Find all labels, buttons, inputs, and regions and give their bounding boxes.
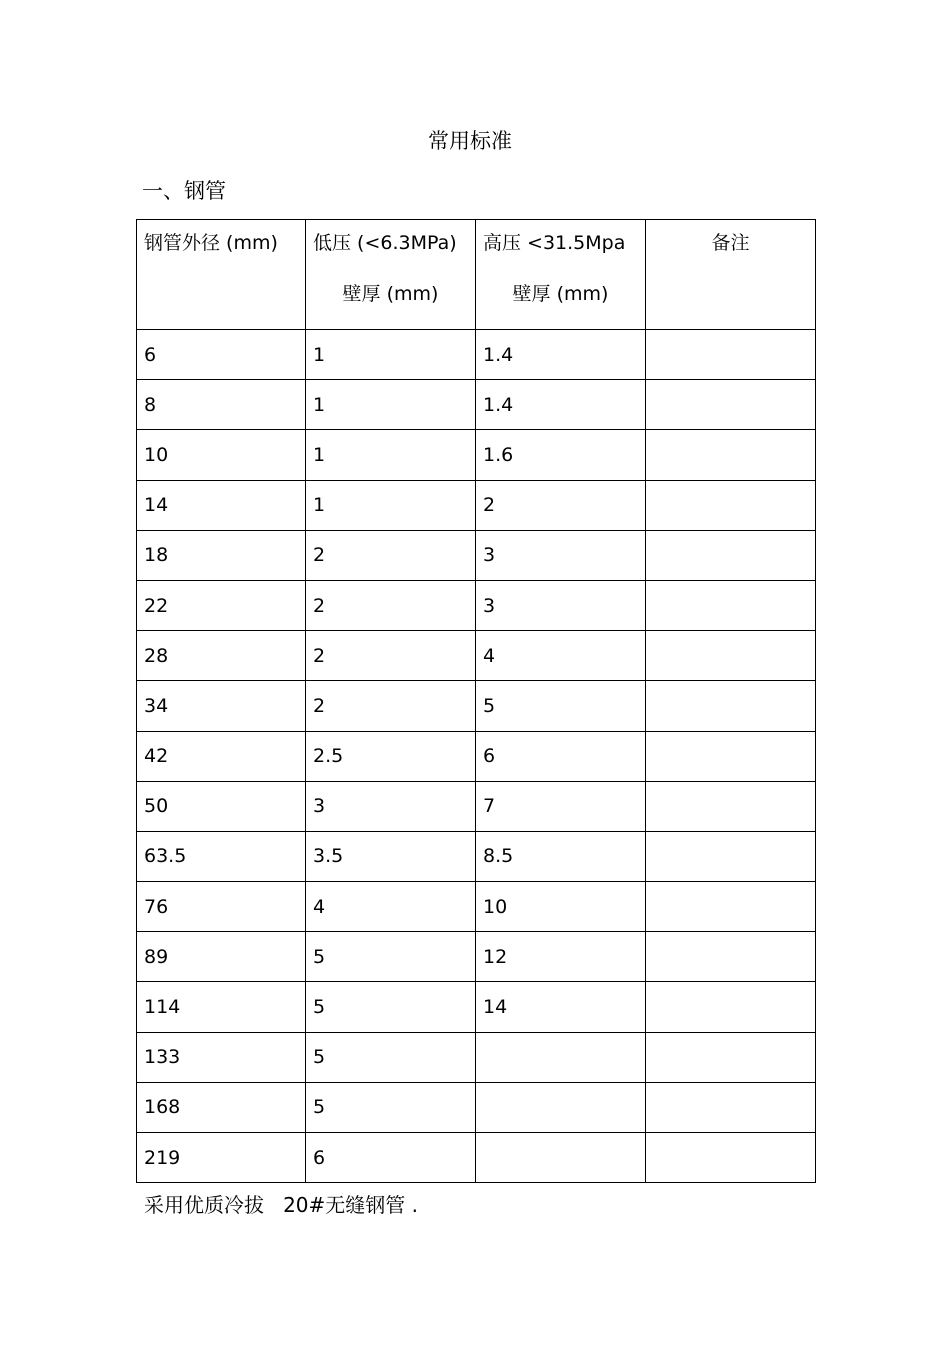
cell-outer-diameter: 63.5 — [137, 831, 306, 881]
cell-outer-diameter: 10 — [137, 430, 306, 480]
cell-outer-diameter: 133 — [137, 1032, 306, 1082]
cell-outer-diameter: 219 — [137, 1133, 306, 1183]
table-row — [137, 882, 816, 932]
cell-outer-diameter: 42 — [137, 731, 306, 781]
table-row — [137, 1082, 816, 1132]
cell-low-pressure-wall: 4 — [306, 882, 476, 932]
cell-low-pressure-wall: 2 — [306, 530, 476, 580]
cell-high-pressure-wall: 6 — [476, 731, 646, 781]
cell-remarks — [646, 932, 816, 982]
cell-high-pressure-wall: 10 — [476, 882, 646, 932]
cell-high-pressure-wall: 7 — [476, 781, 646, 831]
cell-remarks — [646, 781, 816, 831]
table-header-row — [137, 220, 816, 330]
cell-low-pressure-wall: 6 — [306, 1133, 476, 1183]
cell-high-pressure-wall: 5 — [476, 681, 646, 731]
cell-remarks — [646, 982, 816, 1032]
cell-remarks — [646, 1032, 816, 1082]
cell-high-pressure-wall: 3 — [476, 530, 646, 580]
header-remarks — [646, 220, 816, 330]
cell-remarks — [646, 430, 816, 480]
cell-low-pressure-wall: 1 — [306, 330, 476, 380]
table-row — [137, 530, 816, 580]
cell-outer-diameter: 50 — [137, 781, 306, 831]
table-row — [137, 330, 816, 380]
table-row — [137, 781, 816, 831]
cell-remarks — [646, 1082, 816, 1132]
table-row — [137, 480, 816, 530]
cell-high-pressure-wall — [476, 1133, 646, 1183]
cell-outer-diameter: 28 — [137, 631, 306, 681]
cell-high-pressure-wall: 4 — [476, 631, 646, 681]
cell-high-pressure-wall: 14 — [476, 982, 646, 1032]
header-label: 备注 — [711, 232, 750, 254]
cell-high-pressure-wall: 1.4 — [476, 330, 646, 380]
header-high-pressure — [476, 220, 646, 330]
cell-low-pressure-wall: 2 — [306, 580, 476, 630]
cell-low-pressure-wall: 1 — [306, 480, 476, 530]
cell-outer-diameter: 114 — [137, 982, 306, 1032]
cell-outer-diameter: 168 — [137, 1082, 306, 1132]
cell-remarks — [646, 681, 816, 731]
document-title: 常用标准 — [428, 129, 512, 153]
cell-low-pressure-wall: 5 — [306, 932, 476, 982]
cell-remarks — [646, 831, 816, 881]
cell-low-pressure-wall: 2 — [306, 631, 476, 681]
footnote: 采用优质冷拔 20#无缝钢管 . — [144, 1193, 418, 1217]
cell-low-pressure-wall: 5 — [306, 1082, 476, 1132]
cell-high-pressure-wall: 1.4 — [476, 380, 646, 430]
cell-low-pressure-wall: 2.5 — [306, 731, 476, 781]
cell-outer-diameter: 89 — [137, 932, 306, 982]
cell-low-pressure-wall: 5 — [306, 982, 476, 1032]
cell-outer-diameter: 22 — [137, 580, 306, 630]
cell-high-pressure-wall: 1.6 — [476, 430, 646, 480]
header-sublabel: 壁厚 (mm) — [342, 283, 439, 305]
cell-remarks — [646, 580, 816, 630]
cell-low-pressure-wall: 2 — [306, 681, 476, 731]
table-row — [137, 1032, 816, 1082]
header-low-pressure — [306, 220, 476, 330]
cell-low-pressure-wall: 5 — [306, 1032, 476, 1082]
steel-pipe-table — [136, 219, 816, 1183]
header-sublabel: 壁厚 (mm) — [512, 283, 609, 305]
table-row — [137, 380, 816, 430]
cell-outer-diameter: 18 — [137, 530, 306, 580]
cell-remarks — [646, 480, 816, 530]
header-outer-diameter — [137, 220, 306, 330]
cell-high-pressure-wall: 2 — [476, 480, 646, 530]
header-label: 低压 (<6.3MPa) — [313, 232, 457, 254]
cell-low-pressure-wall: 1 — [306, 380, 476, 430]
header-label: 高压 <31.5Mpa — [483, 232, 626, 254]
section-heading: 一、钢管 — [142, 179, 226, 203]
cell-outer-diameter: 14 — [137, 480, 306, 530]
table-row — [137, 681, 816, 731]
cell-remarks — [646, 530, 816, 580]
cell-remarks — [646, 330, 816, 380]
cell-low-pressure-wall: 1 — [306, 430, 476, 480]
table-row — [137, 631, 816, 681]
cell-high-pressure-wall — [476, 1032, 646, 1082]
cell-high-pressure-wall: 3 — [476, 580, 646, 630]
cell-high-pressure-wall: 8.5 — [476, 831, 646, 881]
table-row — [137, 932, 816, 982]
table-row — [137, 430, 816, 480]
table-row — [137, 731, 816, 781]
cell-low-pressure-wall: 3 — [306, 781, 476, 831]
table-row — [137, 982, 816, 1032]
cell-remarks — [646, 731, 816, 781]
cell-outer-diameter: 8 — [137, 380, 306, 430]
cell-remarks — [646, 882, 816, 932]
table-row — [137, 1133, 816, 1183]
table-body — [137, 330, 816, 1183]
header-label: 钢管外径 (mm) — [144, 232, 278, 254]
table-row — [137, 831, 816, 881]
cell-remarks — [646, 631, 816, 681]
cell-remarks — [646, 1133, 816, 1183]
table-row — [137, 580, 816, 630]
cell-high-pressure-wall — [476, 1082, 646, 1132]
cell-low-pressure-wall: 3.5 — [306, 831, 476, 881]
cell-outer-diameter: 76 — [137, 882, 306, 932]
cell-outer-diameter: 34 — [137, 681, 306, 731]
cell-outer-diameter: 6 — [137, 330, 306, 380]
cell-remarks — [646, 380, 816, 430]
cell-high-pressure-wall: 12 — [476, 932, 646, 982]
